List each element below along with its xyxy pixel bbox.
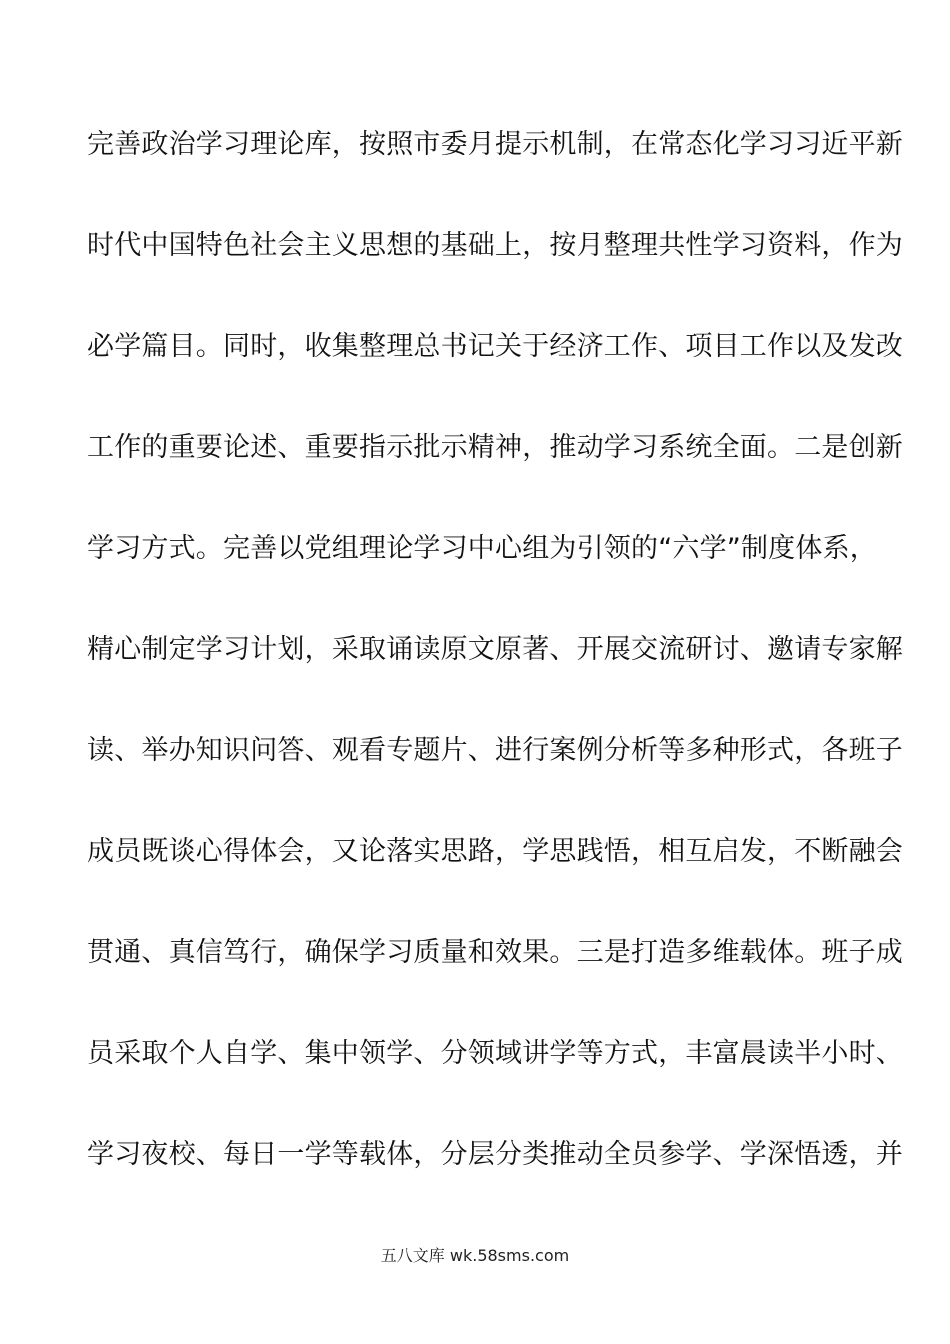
text-line-10: 员采取个人自学、集中领学、分领域讲学等方式，丰富晨读半小时、	[87, 1038, 903, 1069]
text-line-5: 学习方式。完善以党组理论学习中心组为引领的“六学”制度体系，	[87, 533, 877, 564]
text-line-8: 成员既谈心得体会，又论落实思路，学思践悟，相互启发，不断融会	[87, 836, 903, 867]
text-line-1: 完善政治学习理论库，按照市委月提示机制，在常态化学习习近平新	[87, 129, 903, 160]
text-line-3: 必学篇目。同时，收集整理总书记关于经济工作、项目工作以及发改	[87, 331, 903, 362]
page-footer: 五八文库 wk.58sms.com	[380, 1246, 570, 1265]
text-line-11: 学习夜校、每日一学等载体，分层分类推动全员参学、学深悟透，并	[87, 1139, 903, 1170]
text-line-6: 精心制定学习计划，采取诵读原文原著、开展交流研讨、邀请专家解	[87, 634, 903, 665]
text-line-7: 读、举办知识问答、观看专题片、进行案例分析等多种形式，各班子	[87, 735, 903, 766]
text-line-9: 贯通、真信笃行，确保学习质量和效果。三是打造多维载体。班子成	[87, 937, 903, 968]
text-line-4: 工作的重要论述、重要指示批示精神，推动学习系统全面。二是创新	[87, 432, 903, 463]
body-text	[87, 118, 903, 1229]
text-line-2: 时代中国特色社会主义思想的基础上，按月整理共性学习资料，作为	[87, 230, 903, 261]
